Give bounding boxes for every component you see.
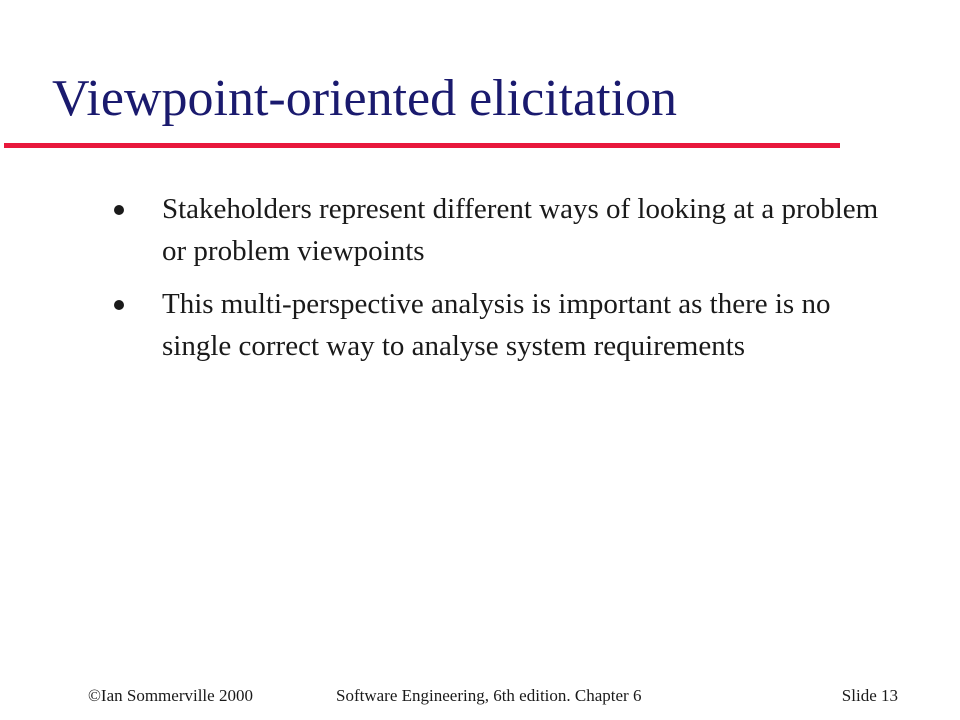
footer-book-title: Software Engineering, 6th edition. Chapter 6 bbox=[336, 686, 642, 705]
bullet-list bbox=[112, 188, 902, 378]
bullet-dot-icon bbox=[114, 205, 124, 215]
bullet-text: This multi-perspective analysis is important as there is no single correct way to analyse system requirements bbox=[162, 288, 831, 362]
slide-title: Viewpoint-oriented elicitation bbox=[52, 70, 678, 127]
bullet-text: Stakeholders represent different ways of looking at a problem or problem viewpoints bbox=[162, 193, 879, 267]
title-underline bbox=[4, 143, 840, 148]
bullet-dot-icon bbox=[114, 300, 124, 310]
footer-slide-number: Slide 13 bbox=[841, 686, 898, 705]
bullet-item bbox=[112, 188, 902, 272]
bullet-item bbox=[112, 283, 902, 367]
footer-copyright: ©Ian Sommerville 2000 bbox=[88, 686, 253, 705]
